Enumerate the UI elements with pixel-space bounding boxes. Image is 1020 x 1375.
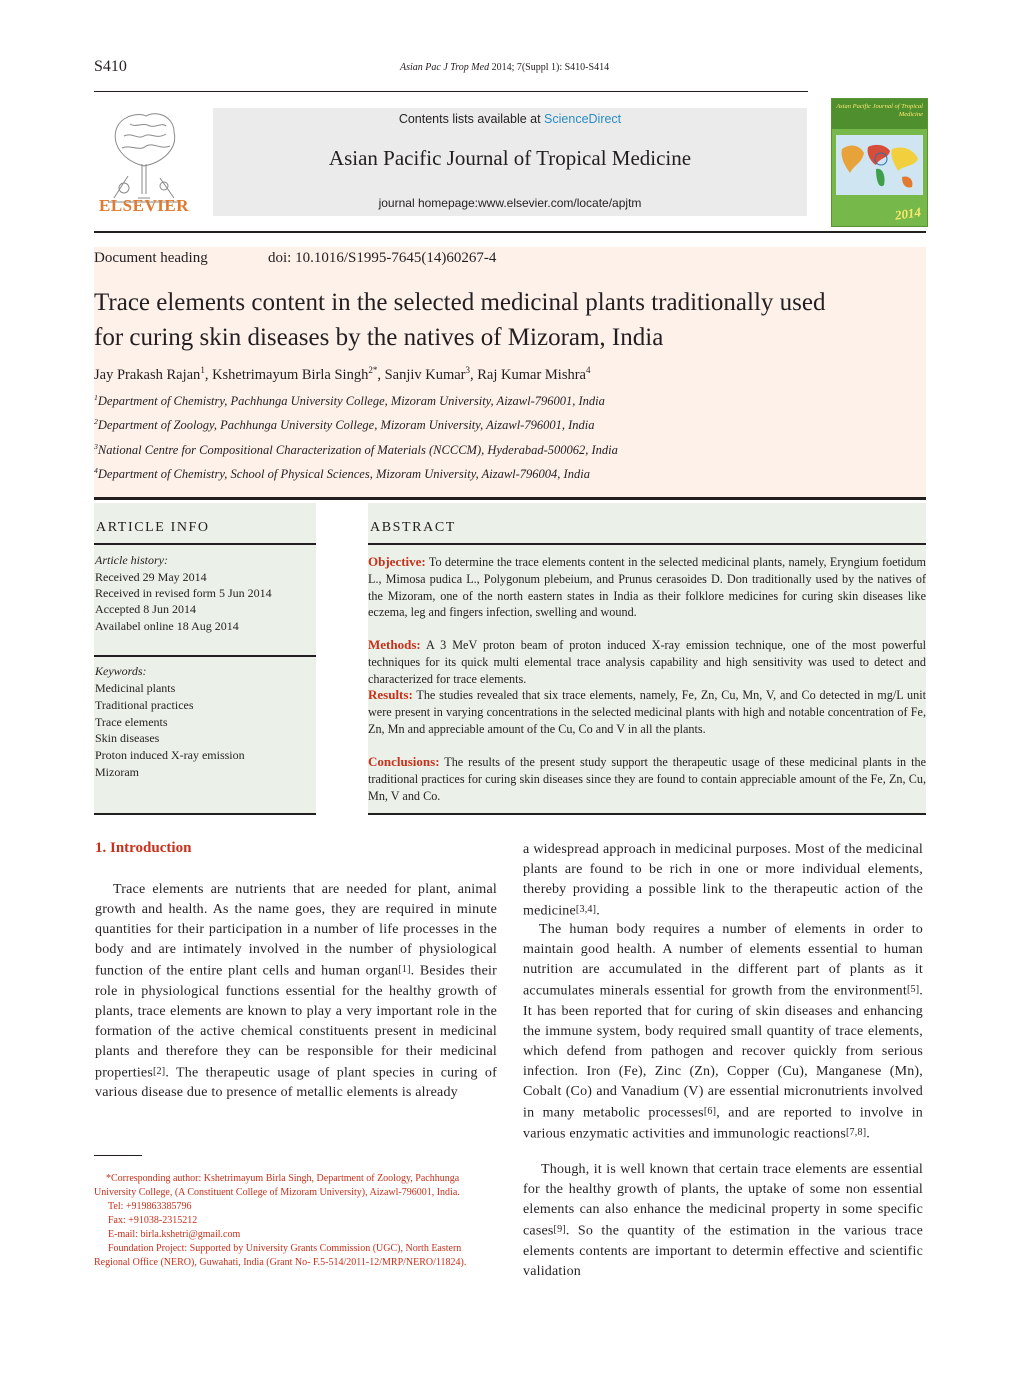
paragraph-text: a widespread approach in medicinal purposes. Most of the medicinal plants are found to be rich in one or more individual elements, thereby providing a possible link to the therapeutic action of the medicine (523, 842, 923, 919)
paragraph-text: Though, it is well known that certain trace elements are essential for the healthy growth of plants, the uptake of some non essential elements can also enhance the medicinal property in some specific cases (523, 1162, 923, 1239)
affiliation (94, 417, 594, 433)
author: Raj Kumar Mishra (477, 366, 586, 383)
introduction-heading: 1. Introduction (95, 840, 192, 856)
footnote-corresponding: *Corresponding author: Kshetrimayum Birla Singh, Department of Zoology, Pachhunga University College, (A Constituent College of Mizoram University), Aizawl-796001, India. (94, 1173, 460, 1198)
doi[interactable]: doi: 10.1016/S1995-7645(14)60267-4 (268, 250, 497, 266)
affiliation-text: Department of Chemistry, Pachhunga University College, Mizoram University, Aizawl-796001, India (97, 394, 605, 409)
paragraph-text: . It has been reported that for curing of skin diseases and enhancing the immune system, body required small quantity of trace elements, which defend from pathogen and recover quickly from serious infection. Iron (Fe), Zinc (Zn), Copper (Cu), Manganese (Mn), Cobalt (Co) and Vanadium (V) are essential micronutrients involved in many metabolic processes (523, 983, 923, 1121)
affiliation-text: National Centre for Compositional Characterization of Materials (NCCCM), Hyderabad-500062, India (97, 443, 618, 458)
history-item: Accepted 8 Jun 2014 (95, 602, 196, 616)
intro-paragraph (95, 880, 497, 1103)
abstract-results (368, 687, 926, 737)
affiliation-sup: 2 (94, 417, 98, 426)
cover-title: Asian Pacific Journal of Tropical Medicine (836, 103, 923, 118)
keyword: Proton induced X-ray emission (95, 748, 245, 762)
paragraph-text: . So the quantity of the estimation in the various trace elements contents are important to determin effective and scientific validation (523, 1223, 923, 1279)
citation-ref[interactable]: [7,8] (845, 1127, 867, 1139)
cover-year: 2014 (894, 204, 922, 223)
history-label: Article history: (95, 553, 168, 567)
history-item: Availabel online 18 Aug 2014 (95, 619, 239, 633)
citation-journal: Asian Pac J Trop Med (400, 62, 490, 73)
footnote-email[interactable]: E-mail: birla.kshetri@gmail.com (108, 1229, 241, 1240)
abstract-conclusions (368, 754, 926, 804)
journal-title: Asian Pacific Journal of Tropical Medicine (328, 146, 692, 170)
abstract-heading: ABSTRACT (370, 520, 456, 535)
footnote-funding: Foundation Project: Supported by University Grants Commission (UGC), North Eastern Regional Office (NERO), Guwahati, India (Grant No- F.5-514/2011-12/MRP/NERO/11824). (94, 1243, 467, 1268)
citation-ref[interactable]: [6] (703, 1105, 717, 1117)
affiliation-sup: 3 (94, 442, 98, 451)
footnote-rule (94, 1155, 142, 1156)
conclusions-label: Conclusions: (368, 754, 440, 769)
author-sup: 2* (368, 365, 378, 375)
keyword: Medicinal plants (95, 681, 176, 695)
keyword: Mizoram (95, 765, 139, 779)
results-label: Results: (368, 687, 413, 702)
history-item: Received in revised form 5 Jun 2014 (95, 586, 272, 600)
title-block (94, 247, 926, 497)
journal-homepage[interactable]: journal homepage:www.elsevier.com/locate/apjtm (378, 196, 642, 210)
journal-cover-image (831, 98, 928, 227)
citation-ref[interactable]: [5] (906, 984, 920, 995)
article-info-heading: ARTICLE INFO (96, 520, 210, 535)
keyword: Skin diseases (95, 731, 160, 745)
world-map-icon (836, 135, 923, 195)
affiliation-sup: 4 (94, 466, 98, 475)
methods-label: Methods: (368, 637, 421, 652)
document-heading: Document heading (94, 250, 208, 266)
affiliation-text: Department of Zoology, Pachhunga University College, Mizoram University, Aizawl-796001, India (97, 418, 595, 433)
page-number: S410 (94, 58, 127, 75)
article-info-rule (94, 543, 316, 545)
keywords-label: Keywords: (95, 664, 147, 678)
keywords-rule (94, 655, 316, 657)
journal-citation (400, 62, 609, 73)
objective-text: To determine the trace elements content in the selected medicinal plants, namely, Eryngium foetidum L., Mimosa pudica L., Polygonum plebeium, and Prunus cerasoides D. Don traditionally used by the natives of the Mizoram, one of the north eastern states in India as their folklore medicines for curing skin diseases like eczema, leg and fingers infection, swelling and wound. (368, 555, 926, 620)
footnote-fax: Fax: +91038-2315212 (108, 1215, 198, 1226)
contents-availability (213, 112, 807, 126)
intro-paragraph (523, 1160, 923, 1282)
author-sup: 1 (200, 365, 205, 375)
author-list: Jay Prakash Rajan$^1$, Kshetrimayum Birla Singh$^{2*}$, Sanjiv Kumar$^3$, Raj Kumar Mishra$^4$ (94, 365, 591, 383)
journal-masthead (213, 108, 807, 216)
abstract-objective (368, 554, 926, 621)
abstract-methods (368, 637, 926, 687)
masthead-rule (94, 231, 926, 233)
citation-ref[interactable]: [1] (398, 964, 411, 975)
affiliation-sup: 1 (94, 393, 98, 402)
paragraph-text: . Besides their role in physiological functions essential for the healthy growth of plants, trace elements are known to play a very important role in the formation of the active chemical constituents present in medicinal plants and therefore they can be responsible for their medicinal properties (95, 963, 497, 1081)
abstract-bottom-rule (368, 813, 926, 815)
contents-prefix: Contents lists available at (398, 112, 545, 126)
affiliation (94, 442, 618, 458)
affiliation-text: Department of Chemistry, School of Physical Sciences, Mizoram University, Aizawl-796004, India (97, 467, 590, 482)
citation-ref[interactable]: [2] (152, 1065, 166, 1077)
abstract-rule (368, 543, 926, 545)
article-info-bottom-rule (94, 813, 316, 815)
title-line-2: for curing skin diseases by the natives of Mizoram, India (94, 324, 664, 351)
keyword: Traditional practices (95, 698, 194, 712)
footnote-tel: Tel: +919863385796 (108, 1201, 192, 1212)
paragraph-text: , and are reported to involve in various enzymatic activities and immunologic reactions (523, 1105, 923, 1142)
publisher-name: ELSEVIER (99, 196, 189, 215)
author-sup: 3 (465, 365, 471, 375)
conclusions-text: The results of the present study support the therapeutic usage of these medicinal plants in the traditional practices for curing skin diseases since they are found to contain appreciable amount of the Fe, Zn, Cu, Mn, V and Co. (368, 755, 926, 803)
paragraph-text: . The therapeutic usage of plant species in curing of various disease due to presence of metallic elements is already (95, 1065, 497, 1101)
title-block-rule (94, 497, 926, 500)
citation-volume: 2014; 7(Suppl 1): S410-S414 (491, 62, 610, 73)
affiliation (94, 466, 590, 482)
title-line-1: Trace elements content in the selected medicinal plants traditionally used (94, 289, 826, 316)
affiliation (94, 393, 605, 409)
intro-paragraph: The human body requires a number of elements in order to maintain good health. A number of elements essential to human nutrition are accumulated in the different part of plants as it accumulates minerals essential for growth from the environment[5]. It has been reported that for curing of skin diseases and enhancing the immune system, body required small quantity of trace elements, which defend from pathogen and recover quickly from serious infection. Iron (Fe), Zinc (Zn), Copper (Cu), Manganese (Mn), Cobalt (Co) and Vanadium (V) are essential micronutrients involved in many metabolic processes[6], and are reported to involve in various enzymatic activities and immunologic reactions[7,8]. (523, 922, 923, 1142)
author-sup: 4 (586, 365, 591, 375)
paragraph-text: Trace elements are nutrients that are needed for plant, animal growth and health. As the name goes, they are required in minute quantities for their participation in a number of life processes in the body and are intimately involved in the number of physiological function of the entire plant cells and human organ (95, 882, 497, 979)
article-title (94, 285, 926, 355)
paragraph-text: The human body requires a number of elements in order to maintain good health. A number of elements essential to human nutrition are accumulated in the different part of plants as it accumulates minerals essential for growth from the environment (523, 922, 923, 999)
keyword: Trace elements (95, 715, 168, 729)
citation-ref[interactable]: [9] (553, 1224, 566, 1235)
author: Jay Prakash Rajan (94, 366, 201, 383)
header-rule (94, 91, 808, 92)
objective-label: Objective: (368, 554, 426, 569)
sciencedirect-link[interactable]: ScienceDirect (544, 112, 622, 126)
history-item: Received 29 May 2014 (95, 570, 207, 584)
methods-text: A 3 MeV proton beam of proton induced X-ray emission technique, one of the most powerful techniques for its quick multi elemental trace analysis capability and high sensitivity was used to detect and characterized for trace elements. (368, 638, 926, 686)
citation-ref[interactable]: [3,4] (575, 904, 597, 915)
author: Kshetrimayum Birla Singh (212, 366, 369, 383)
results-text: The studies revealed that six trace elements, namely, Fe, Zn, Cu, Mn, V, and Co detected in mg/L unit were present in varying concentrations in the selected medicinal plants with high and notable concentration of Fe, Zn, Mn and appreciable amount of the Cu, Co and V in all the plants. (368, 688, 926, 736)
intro-paragraph-continued: a widespread approach in medicinal purposes. Most of the medicinal plants are found to be rich in one or more individual elements, thereby providing a possible link to the therapeutic action of the medicine[3,4]. (523, 842, 923, 919)
author: Sanjiv Kumar (384, 366, 466, 383)
